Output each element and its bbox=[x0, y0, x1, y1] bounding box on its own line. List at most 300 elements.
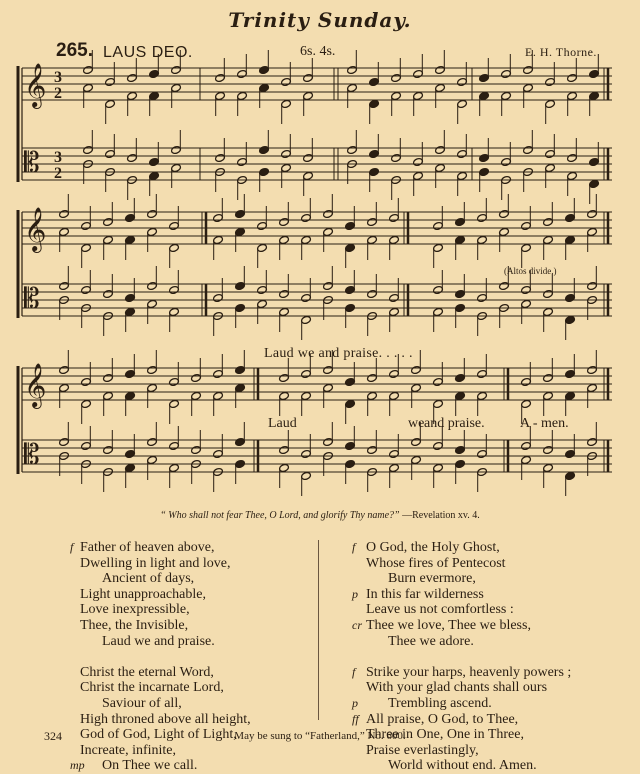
note-head bbox=[521, 243, 532, 252]
verse-line: In this far wilderness bbox=[366, 586, 484, 602]
note-head bbox=[565, 391, 576, 400]
note-head bbox=[303, 153, 314, 162]
note-head bbox=[59, 437, 70, 446]
dynamic-mark: p bbox=[352, 586, 358, 601]
note-head bbox=[435, 65, 446, 74]
note-head bbox=[433, 221, 444, 230]
note-head bbox=[587, 281, 598, 290]
note-head bbox=[565, 471, 576, 480]
note-head bbox=[523, 83, 534, 92]
note-head bbox=[345, 459, 356, 468]
note-head bbox=[457, 149, 468, 158]
time-signature: 3 bbox=[54, 69, 62, 86]
note-head bbox=[389, 449, 400, 458]
note-head bbox=[213, 293, 224, 302]
note-head bbox=[369, 167, 380, 176]
note-head bbox=[281, 99, 292, 108]
page-title: Trinity Sunday. bbox=[228, 8, 412, 32]
note-head bbox=[413, 157, 424, 166]
note-head bbox=[455, 303, 466, 312]
note-head bbox=[149, 69, 160, 78]
note-head bbox=[279, 235, 290, 244]
note-head bbox=[345, 285, 356, 294]
dynamic-mark: f bbox=[70, 540, 74, 554]
verse-line: All praise, O God, to Thee, bbox=[366, 711, 519, 727]
note-head bbox=[369, 99, 380, 108]
note-head bbox=[279, 217, 290, 226]
note-head bbox=[81, 399, 92, 408]
note-head bbox=[389, 463, 400, 472]
note-head bbox=[323, 281, 334, 290]
verse-line: Christ the eternal Word, bbox=[80, 664, 214, 680]
verse-line: God of God, Light of Light, bbox=[80, 727, 237, 743]
verse-line: Strike your harps, heavenly powers ; bbox=[366, 664, 572, 680]
note-head bbox=[477, 235, 488, 244]
note-head bbox=[279, 289, 290, 298]
note-head bbox=[83, 65, 94, 74]
note-head bbox=[281, 149, 292, 158]
note-head bbox=[257, 243, 268, 252]
treble-clef: 𝄞 bbox=[24, 63, 47, 107]
verse-line: World without end. Amen. bbox=[388, 758, 537, 774]
quote-reference: —Revelation xv. 4. bbox=[402, 510, 480, 521]
note-head bbox=[279, 445, 290, 454]
note-head bbox=[171, 65, 182, 74]
note-head bbox=[543, 391, 554, 400]
note-head bbox=[433, 441, 444, 450]
note-head bbox=[499, 281, 510, 290]
note-head bbox=[127, 91, 138, 100]
note-head bbox=[213, 213, 224, 222]
note-head bbox=[545, 99, 556, 108]
verse-line: Saviour of all, bbox=[102, 696, 182, 711]
verse-line: Light unapproachable, bbox=[80, 586, 206, 602]
note-head bbox=[587, 209, 598, 218]
note-head bbox=[433, 285, 444, 294]
composer: E. H. Thorne. bbox=[525, 45, 597, 59]
note-head bbox=[479, 167, 490, 176]
verse-line: On Thee we call. bbox=[102, 758, 198, 774]
note-head bbox=[105, 149, 116, 158]
note-head bbox=[543, 445, 554, 454]
note-head bbox=[413, 69, 424, 78]
tune-name: LAUS DEO. bbox=[103, 44, 193, 61]
lyric-upper: Laud we and praise. . . . . bbox=[264, 346, 413, 361]
note-head bbox=[169, 243, 180, 252]
note-head bbox=[565, 293, 576, 302]
note-head bbox=[521, 399, 532, 408]
note-head bbox=[455, 235, 466, 244]
note-head bbox=[301, 315, 312, 324]
note-head bbox=[279, 373, 290, 382]
note-head bbox=[499, 227, 510, 236]
note-head bbox=[257, 221, 268, 230]
note-head bbox=[501, 69, 512, 78]
note-head bbox=[125, 369, 136, 378]
note-head bbox=[81, 285, 92, 294]
c-clef: 𝄡 bbox=[24, 146, 40, 179]
note-head bbox=[235, 383, 246, 392]
note-head bbox=[215, 73, 226, 82]
note-head bbox=[301, 235, 312, 244]
note-head bbox=[589, 179, 600, 188]
verse-line: Love inexpressible, bbox=[80, 602, 190, 618]
lyric-amen: A - men. bbox=[520, 416, 569, 431]
note-head bbox=[259, 65, 270, 74]
time-signature: 2 bbox=[54, 165, 62, 182]
note-head bbox=[105, 99, 116, 108]
note-head bbox=[501, 157, 512, 166]
note-head bbox=[455, 289, 466, 298]
note-head bbox=[479, 73, 490, 82]
note-head bbox=[323, 437, 334, 446]
note-head bbox=[345, 377, 356, 386]
note-head bbox=[567, 153, 578, 162]
scripture-quote bbox=[0, 510, 640, 521]
dynamic-mark: p bbox=[352, 696, 358, 710]
note-head bbox=[433, 463, 444, 472]
verse-line: Praise everlastingly, bbox=[366, 742, 479, 758]
note-head bbox=[169, 463, 180, 472]
dynamic-mark: f bbox=[352, 664, 356, 679]
note-head bbox=[103, 235, 114, 244]
note-head bbox=[147, 281, 158, 290]
note-head bbox=[259, 145, 270, 154]
note-head bbox=[147, 209, 158, 218]
lyric-laud: Laud bbox=[268, 416, 297, 431]
note-head bbox=[565, 315, 576, 324]
note-head bbox=[59, 365, 70, 374]
note-head bbox=[169, 441, 180, 450]
note-head bbox=[543, 307, 554, 316]
note-head bbox=[367, 373, 378, 382]
note-head bbox=[235, 227, 246, 236]
note-head bbox=[567, 171, 578, 180]
note-head bbox=[279, 307, 290, 316]
note-head bbox=[147, 455, 158, 464]
note-head bbox=[257, 299, 268, 308]
note-head bbox=[347, 145, 358, 154]
note-head bbox=[413, 91, 424, 100]
note-head bbox=[433, 307, 444, 316]
verse-line: O God, the Holy Ghost, bbox=[366, 540, 500, 555]
note-head bbox=[171, 83, 182, 92]
note-head bbox=[545, 149, 556, 158]
note-head bbox=[567, 73, 578, 82]
note-head bbox=[103, 445, 114, 454]
note-head bbox=[301, 369, 312, 378]
note-head bbox=[235, 209, 246, 218]
verse-line: Thee we adore. bbox=[388, 633, 474, 649]
verse-line: Laud we and praise. bbox=[102, 633, 215, 649]
note-head bbox=[301, 471, 312, 480]
note-head bbox=[103, 391, 114, 400]
verse-line: Thee we love, Thee we bless, bbox=[366, 618, 531, 633]
note-head bbox=[455, 373, 466, 382]
note-head bbox=[301, 293, 312, 302]
note-head bbox=[235, 281, 246, 290]
note-head bbox=[213, 391, 224, 400]
note-head bbox=[147, 383, 158, 392]
note-head bbox=[323, 227, 334, 236]
note-head bbox=[389, 307, 400, 316]
note-head bbox=[455, 445, 466, 454]
note-head bbox=[479, 91, 490, 100]
note-head bbox=[301, 449, 312, 458]
note-head bbox=[281, 163, 292, 172]
page-number: 324 bbox=[44, 729, 62, 743]
treble-clef: 𝄞 bbox=[24, 363, 47, 407]
note-head bbox=[565, 213, 576, 222]
note-head bbox=[127, 153, 138, 162]
dynamic-mark: f bbox=[352, 540, 356, 554]
treble-clef: 𝄞 bbox=[24, 207, 47, 251]
note-head bbox=[545, 163, 556, 172]
verse-line: Christ the incarnate Lord, bbox=[80, 680, 224, 696]
note-head bbox=[345, 221, 356, 230]
footnote: May be sung to “Fatherland,” No. 600. bbox=[234, 730, 406, 742]
note-head bbox=[589, 91, 600, 100]
note-head bbox=[103, 373, 114, 382]
note-head bbox=[303, 73, 314, 82]
note-head bbox=[323, 365, 334, 374]
note-head bbox=[391, 91, 402, 100]
note-head bbox=[435, 83, 446, 92]
note-head bbox=[389, 293, 400, 302]
dynamic-mark: mp bbox=[70, 758, 85, 773]
note-head bbox=[457, 77, 468, 86]
note-head bbox=[433, 377, 444, 386]
note-head bbox=[125, 463, 136, 472]
note-head bbox=[455, 459, 466, 468]
note-head bbox=[523, 65, 534, 74]
verse-line: Leave us not comfortless : bbox=[366, 602, 514, 618]
note-head bbox=[257, 285, 268, 294]
note-head bbox=[259, 167, 270, 176]
note-head bbox=[169, 285, 180, 294]
note-head bbox=[389, 213, 400, 222]
note-head bbox=[279, 463, 290, 472]
meter: 6s. 4s. bbox=[300, 44, 336, 59]
note-head bbox=[543, 217, 554, 226]
note-head bbox=[411, 437, 422, 446]
note-head bbox=[171, 145, 182, 154]
note-head bbox=[477, 449, 488, 458]
note-head bbox=[59, 383, 70, 392]
note-head bbox=[237, 69, 248, 78]
altos-divide-note: (Altos divide.) bbox=[504, 266, 557, 276]
note-head bbox=[213, 369, 224, 378]
note-head bbox=[103, 217, 114, 226]
note-head bbox=[587, 227, 598, 236]
note-head bbox=[347, 83, 358, 92]
note-head bbox=[543, 289, 554, 298]
note-head bbox=[345, 441, 356, 450]
note-head bbox=[413, 171, 424, 180]
note-head bbox=[587, 383, 598, 392]
note-head bbox=[59, 227, 70, 236]
note-head bbox=[369, 149, 380, 158]
note-head bbox=[479, 153, 490, 162]
note-head bbox=[521, 299, 532, 308]
note-head bbox=[345, 243, 356, 252]
note-head bbox=[345, 303, 356, 312]
note-head bbox=[543, 463, 554, 472]
note-head bbox=[81, 221, 92, 230]
note-head bbox=[303, 171, 314, 180]
verse-line: With your glad chants shall ours bbox=[366, 680, 548, 696]
note-head bbox=[81, 441, 92, 450]
note-head bbox=[81, 377, 92, 386]
note-head bbox=[149, 171, 160, 180]
note-head bbox=[345, 399, 356, 408]
note-head bbox=[543, 373, 554, 382]
note-head bbox=[521, 455, 532, 464]
note-head bbox=[149, 157, 160, 166]
note-head bbox=[191, 391, 202, 400]
note-head bbox=[191, 373, 202, 382]
note-head bbox=[149, 91, 160, 100]
note-head bbox=[125, 213, 136, 222]
note-head bbox=[433, 243, 444, 252]
note-head bbox=[147, 299, 158, 308]
note-head bbox=[433, 399, 444, 408]
lyric-we: we bbox=[408, 416, 425, 431]
note-head bbox=[281, 77, 292, 86]
note-head bbox=[303, 91, 314, 100]
note-head bbox=[367, 391, 378, 400]
note-head bbox=[59, 209, 70, 218]
note-head bbox=[411, 365, 422, 374]
note-head bbox=[477, 391, 488, 400]
note-head bbox=[565, 235, 576, 244]
time-signature: 3 bbox=[54, 149, 62, 166]
note-head bbox=[477, 293, 488, 302]
note-head bbox=[147, 365, 158, 374]
verse-line: Burn evermore, bbox=[388, 571, 476, 587]
c-clef: 𝄡 bbox=[24, 438, 40, 471]
note-head bbox=[457, 99, 468, 108]
note-head bbox=[369, 77, 380, 86]
note-head bbox=[389, 391, 400, 400]
note-head bbox=[105, 77, 116, 86]
note-head bbox=[411, 383, 422, 392]
note-head bbox=[523, 145, 534, 154]
note-head bbox=[169, 307, 180, 316]
note-head bbox=[565, 369, 576, 378]
note-head bbox=[521, 377, 532, 386]
note-head bbox=[83, 83, 94, 92]
note-head bbox=[367, 445, 378, 454]
note-head bbox=[237, 91, 248, 100]
note-head bbox=[477, 213, 488, 222]
verse-line: Father of heaven above, bbox=[80, 540, 215, 555]
note-head bbox=[565, 449, 576, 458]
note-head bbox=[587, 437, 598, 446]
note-head bbox=[367, 235, 378, 244]
verse-line: Increate, infinite, bbox=[80, 742, 177, 758]
note-head bbox=[125, 449, 136, 458]
note-head bbox=[435, 145, 446, 154]
note-head bbox=[389, 235, 400, 244]
note-head bbox=[169, 221, 180, 230]
note-head bbox=[455, 391, 466, 400]
column-divider bbox=[318, 540, 319, 720]
quote-text: “ Who shall not fear Thee, O Lord, and glorify Thy name?” bbox=[160, 510, 400, 521]
note-head bbox=[521, 441, 532, 450]
c-clef: 𝄡 bbox=[24, 282, 40, 315]
dynamic-mark: cr bbox=[352, 618, 362, 632]
note-head bbox=[125, 391, 136, 400]
dynamic-mark: ff bbox=[352, 711, 359, 726]
verse-line: Ancient of days, bbox=[102, 571, 195, 587]
verse-line: Whose fires of Pentecost bbox=[366, 555, 506, 571]
note-head bbox=[587, 365, 598, 374]
note-head bbox=[125, 307, 136, 316]
note-head bbox=[477, 369, 488, 378]
note-head bbox=[215, 91, 226, 100]
note-head bbox=[435, 163, 446, 172]
note-head bbox=[169, 399, 180, 408]
verse-line: Thee, the Invisible, bbox=[80, 618, 189, 633]
note-head bbox=[323, 383, 334, 392]
note-head bbox=[235, 303, 246, 312]
note-head bbox=[83, 145, 94, 154]
lyric-and-praise: and praise. bbox=[424, 416, 485, 431]
verse-line: High throned above all height, bbox=[80, 711, 251, 727]
note-head bbox=[347, 65, 358, 74]
note-head bbox=[169, 377, 180, 386]
verse-line: Three in One, One in Three, bbox=[366, 727, 524, 743]
note-head bbox=[521, 221, 532, 230]
note-head bbox=[81, 243, 92, 252]
note-head bbox=[125, 235, 136, 244]
note-head bbox=[389, 369, 400, 378]
note-head bbox=[127, 73, 138, 82]
note-head bbox=[59, 281, 70, 290]
verse-line: Trembling ascend. bbox=[388, 696, 492, 711]
note-head bbox=[147, 227, 158, 236]
note-head bbox=[147, 437, 158, 446]
note-head bbox=[235, 365, 246, 374]
note-head bbox=[323, 209, 334, 218]
hymn-number: 265. bbox=[56, 40, 93, 61]
note-head bbox=[411, 455, 422, 464]
note-head bbox=[215, 153, 226, 162]
verse-line: Dwelling in light and love, bbox=[80, 555, 231, 571]
note-head bbox=[391, 73, 402, 82]
note-head bbox=[235, 459, 246, 468]
note-head bbox=[367, 289, 378, 298]
note-head bbox=[213, 235, 224, 244]
note-head bbox=[545, 77, 556, 86]
note-head bbox=[259, 83, 270, 92]
note-head bbox=[589, 157, 600, 166]
time-signature: 2 bbox=[54, 85, 62, 102]
note-head bbox=[501, 91, 512, 100]
note-head bbox=[213, 449, 224, 458]
note-head bbox=[367, 217, 378, 226]
note-head bbox=[103, 289, 114, 298]
note-head bbox=[391, 153, 402, 162]
note-head bbox=[543, 235, 554, 244]
note-head bbox=[125, 293, 136, 302]
note-head bbox=[301, 213, 312, 222]
note-head bbox=[521, 285, 532, 294]
note-head bbox=[235, 437, 246, 446]
note-head bbox=[589, 69, 600, 78]
note-head bbox=[237, 157, 248, 166]
